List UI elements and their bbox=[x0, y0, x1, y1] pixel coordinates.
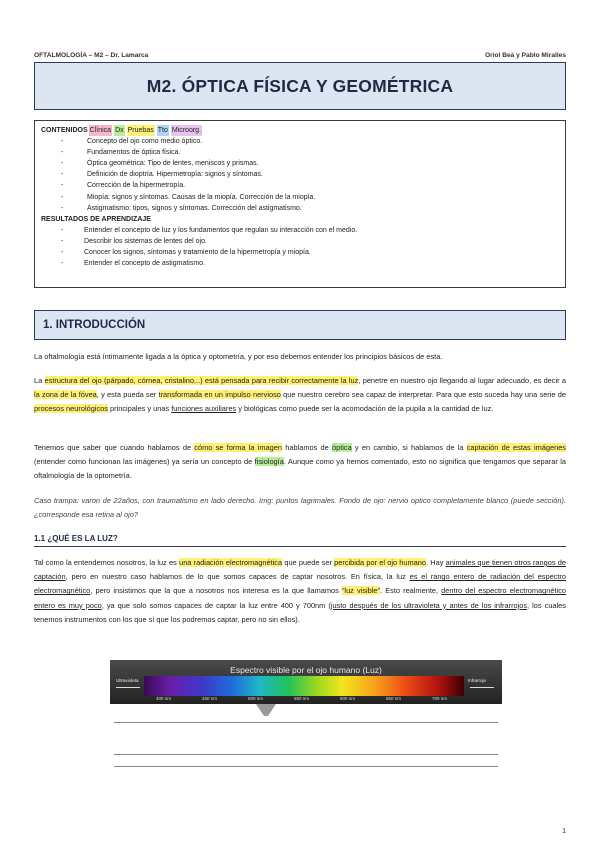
infrared-label: Infrarrojo bbox=[468, 678, 487, 683]
page-number: 1 bbox=[562, 828, 566, 835]
nm-label: 450 nm bbox=[202, 696, 218, 701]
text-run: hablamos de bbox=[282, 443, 332, 452]
list-item: - Conocer los signos, síntomas y tratamiento de la hipermetropía y miopía. bbox=[41, 247, 559, 258]
visible-spectrum-gradient bbox=[144, 676, 464, 696]
spectrum-pointer bbox=[256, 704, 276, 716]
subsection-heading: 1.1 ¿QUÉ ES LA LUZ? bbox=[34, 534, 566, 547]
header-course: OFTALMOLOGÍA – M2 – Dr. Lamarca bbox=[34, 52, 149, 59]
nm-label: 600 nm bbox=[340, 696, 356, 701]
highlight-text: óptica bbox=[331, 443, 352, 452]
list-item: - Concepto del ojo como medio óptico. bbox=[41, 136, 559, 147]
text-run: , y esta pueda ser bbox=[96, 390, 159, 400]
section-heading-box bbox=[34, 310, 566, 340]
underlined-text: justo después de los ultravioleta y antes de los infrarrojos bbox=[330, 600, 528, 610]
electromagnetic-scale bbox=[114, 716, 498, 778]
text-run: que puede ser bbox=[282, 558, 335, 567]
text-run: (entender como funcionan las imágenes) ya sería un concepto de bbox=[34, 457, 255, 467]
right-arrow-icon bbox=[470, 687, 494, 688]
spectrum-title: Espectro visible por el ojo humano (Luz) bbox=[230, 665, 382, 675]
underlined-text: funciones auxiliares bbox=[171, 404, 237, 414]
text-run: . Esto realmente, bbox=[380, 586, 442, 596]
underlined-text: es el rango entero de radiación del espectro electromagnético bbox=[34, 572, 567, 596]
ultraviolet-label: Ultravioleta bbox=[116, 678, 139, 683]
nm-label: 550 nm bbox=[294, 696, 310, 701]
highlight-text: estructura del ojo (párpado, córnea, cristalino...) está pensada para recibir correctamente la luz bbox=[44, 376, 359, 385]
legend-pruebas: Pruebas bbox=[127, 125, 155, 136]
nm-label: 650 nm bbox=[386, 696, 402, 701]
section-heading: 1. INTRODUCCIÓN bbox=[43, 319, 146, 331]
spectrum-figure bbox=[110, 660, 502, 778]
text-run: principales y unas bbox=[107, 404, 172, 414]
text-run: Tal como la entendemos nosotros, la luz es bbox=[34, 558, 180, 567]
intro-paragraph-2 bbox=[34, 374, 566, 417]
text-run: y biológicas como puede ser la acomodación de la pupila a la cantidad de luz. bbox=[236, 404, 494, 414]
intro-paragraph-3 bbox=[34, 441, 566, 484]
underlined-text: animales que tienen otros rangos de captación bbox=[34, 558, 567, 582]
left-arrow-icon bbox=[116, 687, 140, 688]
header-authors: Oriol Beà y Pablo Miralles bbox=[485, 52, 566, 59]
text-run: y en cambio, si hablamos de la bbox=[351, 443, 467, 452]
list-item: - Fundamentos de óptica física. bbox=[41, 147, 559, 158]
text-run: . Aunque como ya hemos comentado, esto no significa que tengamos que separar la oftalmología de la optometría. bbox=[34, 457, 566, 481]
highlight-text: fisiología bbox=[254, 457, 284, 467]
highlight-text: procesos neurológicos bbox=[34, 404, 108, 414]
color-legend bbox=[89, 125, 202, 136]
list-item: - Miopía: signos y síntomas. Causas de la miopía. Corrección de la miopía. bbox=[41, 192, 559, 203]
list-item: - Describir los sistemas de lentes del ojo. bbox=[41, 236, 559, 247]
intro-paragraph-1: La oftalmología está íntimamente ligada a la óptica y optometría, y por eso debemos entender los principios básicos de esta. bbox=[34, 352, 443, 361]
text-run: , los cuales tenemos instrumentos con los que sí que los podremos captar, pero no sin ellos). bbox=[34, 600, 566, 624]
highlight-text: una radiación electromagnética bbox=[179, 558, 283, 567]
text-run: , pero insistimos que la que a nosotros nos interesa es la que llamamos bbox=[90, 586, 342, 596]
contents-heading: CONTENIDOS bbox=[41, 127, 88, 134]
text-run: , penetre en nuestro ojo llegando al lugar adecuado, es decir a bbox=[358, 376, 567, 385]
objectives-list bbox=[41, 225, 559, 269]
nm-label: 500 nm bbox=[248, 696, 264, 701]
text-run: , ya que solo somos capaces de captar la luz entre 400 y 700nm ( bbox=[101, 600, 331, 610]
nm-label: 700 nm bbox=[432, 696, 448, 701]
text-run: La bbox=[34, 376, 45, 385]
highlight-text: transformada en un impulso nervioso bbox=[158, 390, 281, 400]
list-item: - Astigmatismo: tipos, signos y síntomas. Corrección del astigmatismo. bbox=[41, 203, 559, 214]
legend-tto: Tto bbox=[157, 125, 169, 136]
nm-label: 400 nm bbox=[156, 696, 172, 701]
scale-divider bbox=[114, 722, 498, 723]
scale-divider bbox=[114, 766, 498, 767]
list-item: - Entender el concepto de astigmatismo. bbox=[41, 258, 559, 269]
highlight-text: percibida por el ojo humano bbox=[334, 558, 426, 567]
highlight-text: la zona de la fóvea bbox=[34, 390, 97, 400]
contents-heading-row bbox=[41, 125, 559, 136]
text-run: . Hay bbox=[426, 558, 446, 567]
page-title: M2. ÓPTICA FÍSICA Y GEOMÉTRICA bbox=[146, 75, 454, 96]
highlight-text: “luz visible” bbox=[341, 586, 381, 596]
legend-clinica: Clínica bbox=[89, 125, 112, 136]
objectives-heading: RESULTADOS DE APRENDIZAJE bbox=[41, 215, 151, 223]
contents-box bbox=[34, 120, 566, 288]
case-note: Caso trampa: varon de 22años, con traumatismo en lado derecho. Img: puntos lagrimales. Fondo de ojo: nervio optico completamente blanco (puede sección). ¿corresponde esa retina al ojo? bbox=[34, 496, 566, 519]
text-run: , pero en nuestro caso hablamos de lo que somos capaces de captar nosotros. En física, la luz bbox=[65, 572, 410, 582]
list-item: - Óptica geométrica: Tipo de lentes, meniscos y prismas. bbox=[41, 158, 559, 169]
underlined-text: dentro del espectro electromagnético entero es muy poco bbox=[34, 586, 567, 610]
text-run: que nuestro cerebro sea capaz de interpretar. Para que esto suceda hay una serie de bbox=[280, 390, 566, 400]
highlight-text: cómo se forma la imagen bbox=[194, 443, 282, 452]
contents-list bbox=[41, 136, 559, 214]
text-run: Tenemos que saber que cuando hablamos de bbox=[34, 443, 195, 452]
legend-dx: Dx bbox=[114, 125, 125, 136]
title-box bbox=[34, 62, 566, 110]
list-item: - Entender el concepto de luz y los fundamentos que regulan su interacción con el medio. bbox=[41, 225, 559, 236]
legend-microorg: Microorg. bbox=[171, 125, 202, 136]
highlight-text: captación de estas imágenes bbox=[466, 443, 567, 452]
list-item: - Definición de dioptría. Hipermetropía: signos y síntomas. bbox=[41, 169, 559, 180]
scale-divider bbox=[114, 754, 498, 755]
light-paragraph bbox=[34, 556, 566, 627]
list-item: - Corrección de la hipermetropía. bbox=[41, 180, 559, 191]
